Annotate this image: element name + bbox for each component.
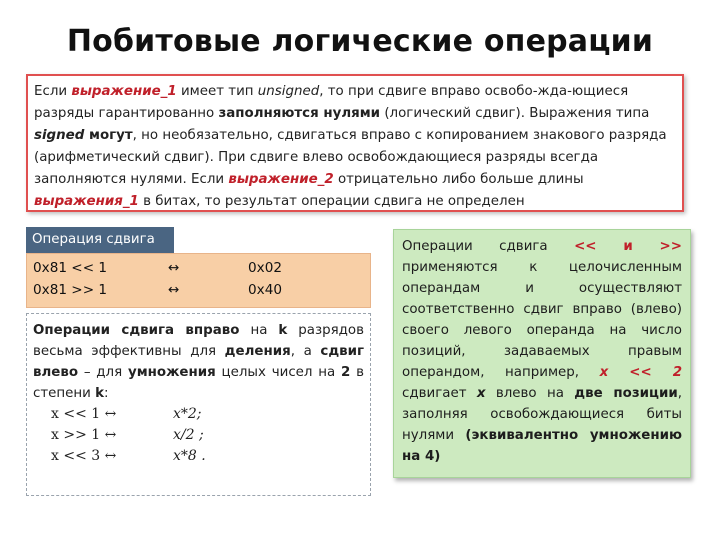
shift-text: в степени [33,365,364,401]
k-term: k [278,323,288,338]
example-result: x*2; [173,406,202,422]
shift-operation-tab: Операция сдвига [26,227,174,253]
description-text: влево на [485,386,575,401]
example-expression: x << 3 ↔ [51,448,117,464]
example-row [33,446,364,467]
description-text: , заполняя освобождающиеся биты нулями [402,386,682,443]
k-term: k [95,386,105,401]
example-result: x*8 . [173,448,206,464]
multiplication-term: умножения [127,365,216,380]
intro-text: , но необязательно, сдвигаться вправо с копированием знакового разряда (арифметический сдвиг). При сдвиге влево освобождающиеся разряды всегда заполняются нулями. Если [34,128,667,187]
may-term: могут [84,128,133,143]
example-result: x/2 ; [173,427,204,443]
shift-efficiency-text [33,320,364,404]
description-text: Операции сдвига [402,239,575,254]
shift-right-term: Операции сдвига вправо [33,323,240,338]
page-title: Побитовые логические операции [66,24,654,59]
shift-text: : [104,386,109,401]
intro-text-box [26,74,684,212]
shift-efficiency-box [26,313,371,496]
shift-text: разрядов весьма эффективны для [33,323,364,359]
expression-1-term: выражение_1 [71,84,177,99]
intro-text: (логический сдвиг). Выражения типа [380,106,650,121]
example-expression: x << 1 ↔ [51,406,117,422]
expression-2-term: выражение_2 [228,172,334,187]
intro-text: Если [34,84,72,99]
shift-text: на [239,323,279,338]
description-text: применяются к целочисленным операндам и осуществляют соответственно сдвиг вправо (влево) своего левого операнда на число позиций, задаваемых правым операндом, например, [402,260,682,380]
equivalence-arrow-icon: ↔ [168,282,180,298]
intro-text: отрицательно либо больше длины [333,172,584,187]
example-expression: x >> 1 ↔ [51,427,117,443]
description-text: сдвигает [402,386,477,401]
shift-operators-term: << и >> [574,239,682,254]
shift-text: , а [290,344,321,359]
intro-text: , то при сдвиге вправо освобо-жда-ющиеся разряды гарантированно [34,84,629,121]
unsigned-term: unsigned [257,84,320,99]
op-expression: 0x81 >> 1 [33,282,108,298]
shift-left-term: сдвиг влево [33,344,364,380]
intro-text: в битах, то результат операции сдвига не определен [138,194,525,209]
zero-fill-term: заполняются нулями [218,106,381,121]
equivalence-arrow-icon: ↔ [168,260,180,276]
op-result: 0x40 [248,282,282,298]
example-code: x << 2 [599,365,683,380]
example-row [33,404,364,425]
two-term: 2 [341,365,351,380]
division-term: деления [224,344,291,359]
intro-text: имеет тип [176,84,258,99]
shift-text: целых чисел на [215,365,341,380]
signed-term: signed [34,128,85,143]
shift-text: – для [78,365,128,380]
op-row [33,257,364,279]
example-row [33,425,364,446]
x-term: x [476,386,486,401]
shift-operators-description [393,229,691,478]
equivalence-note: (эквивалентно умножению на 4) [402,428,683,464]
op-expression: 0x81 << 1 [33,260,108,276]
op-row [33,279,364,301]
expression-1-term: выражения_1 [34,194,139,209]
shift-operation-examples [26,253,371,308]
two-positions-term: две позиции [574,386,678,401]
op-result: 0x02 [248,260,282,276]
